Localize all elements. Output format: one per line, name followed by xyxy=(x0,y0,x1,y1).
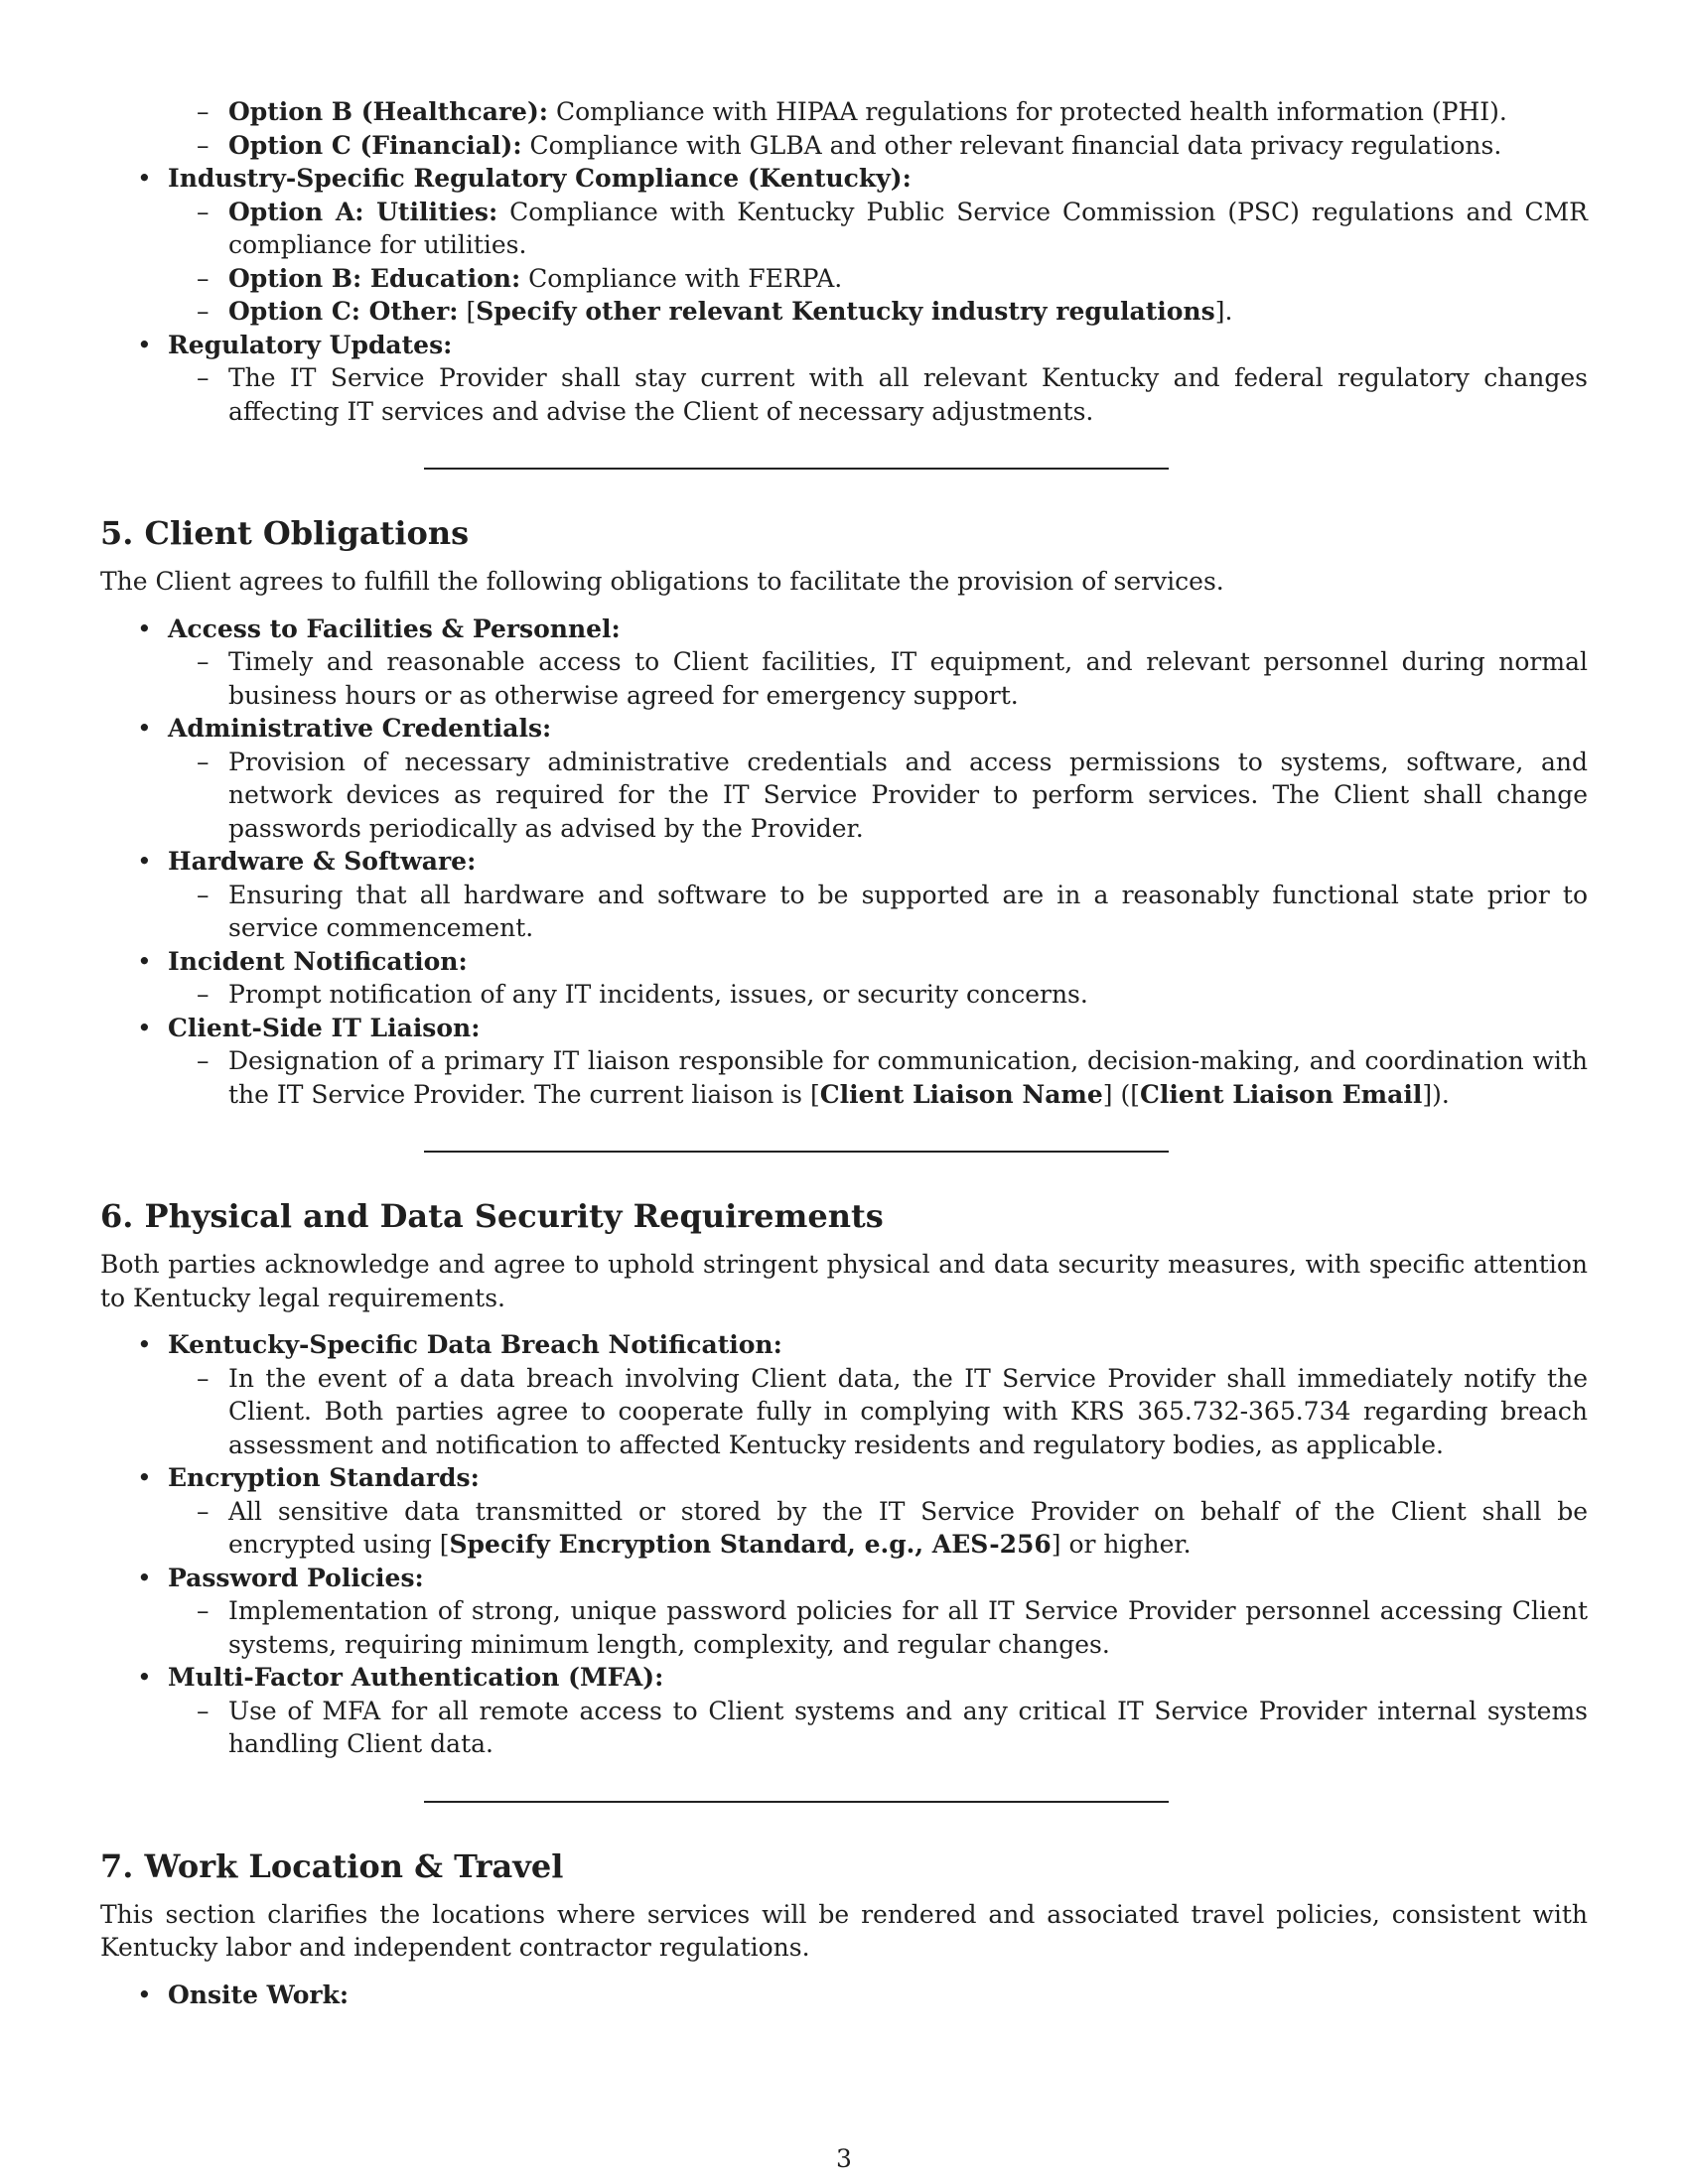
item-text: ] ([ xyxy=(1102,1079,1140,1109)
item-heading: Password Policies: xyxy=(168,1563,424,1592)
security-requirements-list xyxy=(100,1328,1588,1761)
list-item xyxy=(100,1012,1588,1112)
client-obligations-list xyxy=(100,613,1588,1112)
section-divider xyxy=(424,1801,1169,1803)
list-item xyxy=(100,1562,1588,1662)
item-heading: Kentucky-Specific Data Breach Notification: xyxy=(168,1330,782,1359)
section-intro: Both parties acknowledge and agree to uphold stringent physical and data security measures, with specific attention to Kentucky legal requirements. xyxy=(100,1250,1588,1312)
item-heading: Encryption Standards: xyxy=(168,1463,480,1492)
item-text: Implementation of strong, unique password policies for all IT Service Provider personnel accessing Client systems, requiring minimum length, complexity, and regular changes. xyxy=(228,1596,1588,1659)
work-location-list xyxy=(100,1979,1588,2012)
option-text: Compliance with FERPA. xyxy=(520,263,843,293)
list-item xyxy=(100,1461,1588,1562)
placeholder-text: Specify other relevant Kentucky industry regulations xyxy=(476,297,1215,326)
option-label: Option B: Education: xyxy=(228,263,521,293)
document-page xyxy=(100,95,1588,2011)
placeholder-text: Client Liaison Email xyxy=(1139,1079,1423,1109)
item-text: The IT Service Provider shall stay current with all relevant Kentucky and federal regulatory changes affecting IT services and advise the Client of necessary adjustments. xyxy=(228,363,1588,426)
list-item xyxy=(168,129,1588,163)
compliance-options-list xyxy=(168,95,1588,162)
item-text: Provision of necessary administrative credentials and access permissions to systems, software, and network devices as required for the IT Service Provider to perform services. The Client shall change passwords periodically as advised by the Provider. xyxy=(228,747,1588,843)
section-title: 6. Physical and Data Security Requirements xyxy=(100,1197,884,1235)
section-intro: The Client agrees to fulfill the following obligations to facilitate the provision of services. xyxy=(100,567,1224,596)
list-item xyxy=(168,361,1588,428)
option-text: Compliance with HIPAA regulations for protected health information (PHI). xyxy=(548,97,1507,126)
list-item xyxy=(100,1979,1588,2012)
item-heading: Hardware & Software: xyxy=(168,847,477,876)
list-item xyxy=(168,1594,1588,1661)
list-item xyxy=(168,879,1588,945)
item-text: Use of MFA for all remote access to Client systems and any critical IT Service Provider internal systems handling Client data. xyxy=(228,1696,1588,1758)
item-heading: Incident Notification: xyxy=(168,946,468,976)
item-text: ]). xyxy=(1422,1079,1450,1109)
option-label: Option A: Utilities: xyxy=(228,197,498,226)
list-item xyxy=(168,1495,1588,1562)
section-intro: This section clarifies the locations where services will be rendered and associated travel policies, consistent with Kentucky labor and independent contractor regulations. xyxy=(100,1899,1588,1962)
regulatory-list xyxy=(100,162,1588,428)
page-number: 3 xyxy=(836,2144,852,2173)
list-item xyxy=(100,613,1588,713)
list-item xyxy=(100,1661,1588,1761)
item-heading: Multi-Factor Authentication (MFA): xyxy=(168,1663,664,1692)
section-title: 5. Client Obligations xyxy=(100,514,470,552)
option-text: Compliance with GLBA and other relevant financial data privacy regulations. xyxy=(521,130,1502,160)
option-label: Option C (Financial): xyxy=(228,130,522,160)
list-item xyxy=(168,1695,1588,1761)
list-item xyxy=(168,978,1588,1012)
list-item xyxy=(168,746,1588,846)
list-item xyxy=(100,162,1588,329)
placeholder-text: Client Liaison Name xyxy=(819,1079,1103,1109)
bracket: ]. xyxy=(1214,297,1233,326)
list-item xyxy=(168,262,1588,296)
list-item xyxy=(168,95,1588,129)
section-divider xyxy=(424,1151,1169,1153)
option-label: Option B (Healthcare): xyxy=(228,97,549,126)
list-item xyxy=(100,1328,1588,1461)
item-heading: Administrative Credentials: xyxy=(168,714,552,743)
list-item xyxy=(100,945,1588,1012)
item-text: In the event of a data breach involving Client data, the IT Service Provider shall immediately notify the Client. Both parties agree to cooperate fully in complying with KRS 365.732-365.734 regarding breach assessment and notification to affected Kentucky residents and regulatory bodies, as applicable. xyxy=(228,1363,1588,1459)
section-title: 7. Work Location & Travel xyxy=(100,1846,564,1885)
item-heading: Regulatory Updates: xyxy=(168,330,453,359)
list-item xyxy=(100,845,1588,945)
list-item xyxy=(168,1044,1588,1111)
list-item xyxy=(168,645,1588,712)
item-text: Prompt notification of any IT incidents, issues, or security concerns. xyxy=(228,980,1088,1009)
list-item xyxy=(100,329,1588,429)
option-text: Compliance with Kentucky Public Service Commission (PSC) regulations and CMR compliance for utilities. xyxy=(228,197,1588,259)
list-item xyxy=(100,712,1588,845)
item-text: Designation of a primary IT liaison responsible for communication, decision-making, and coordination with the IT Service Provider. The current liaison is [ xyxy=(228,1046,1588,1109)
item-heading: Client-Side IT Liaison: xyxy=(168,1013,481,1042)
item-text: ] or higher. xyxy=(1051,1530,1192,1559)
list-item xyxy=(168,295,1588,329)
item-heading: Access to Facilities & Personnel: xyxy=(168,614,621,643)
item-text: Ensuring that all hardware and software to be supported are in a reasonably functional state prior to service commencement. xyxy=(228,880,1588,942)
bracket: [ xyxy=(458,297,477,326)
list-item xyxy=(168,1362,1588,1462)
item-text: Timely and reasonable access to Client facilities, IT equipment, and relevant personnel during normal business hours or as otherwise agreed for emergency support. xyxy=(228,647,1588,710)
section-divider xyxy=(424,468,1169,470)
item-heading: Onsite Work: xyxy=(168,1979,350,2009)
option-label: Option C: Other: xyxy=(228,297,459,326)
item-text: All sensitive data transmitted or stored by the IT Service Provider on behalf of the Client shall be encrypted using [ xyxy=(228,1496,1588,1559)
placeholder-text: Specify Encryption Standard, e.g., AES-256 xyxy=(449,1530,1052,1559)
item-heading: Industry-Specific Regulatory Compliance (Kentucky): xyxy=(168,164,912,193)
list-item xyxy=(168,196,1588,262)
